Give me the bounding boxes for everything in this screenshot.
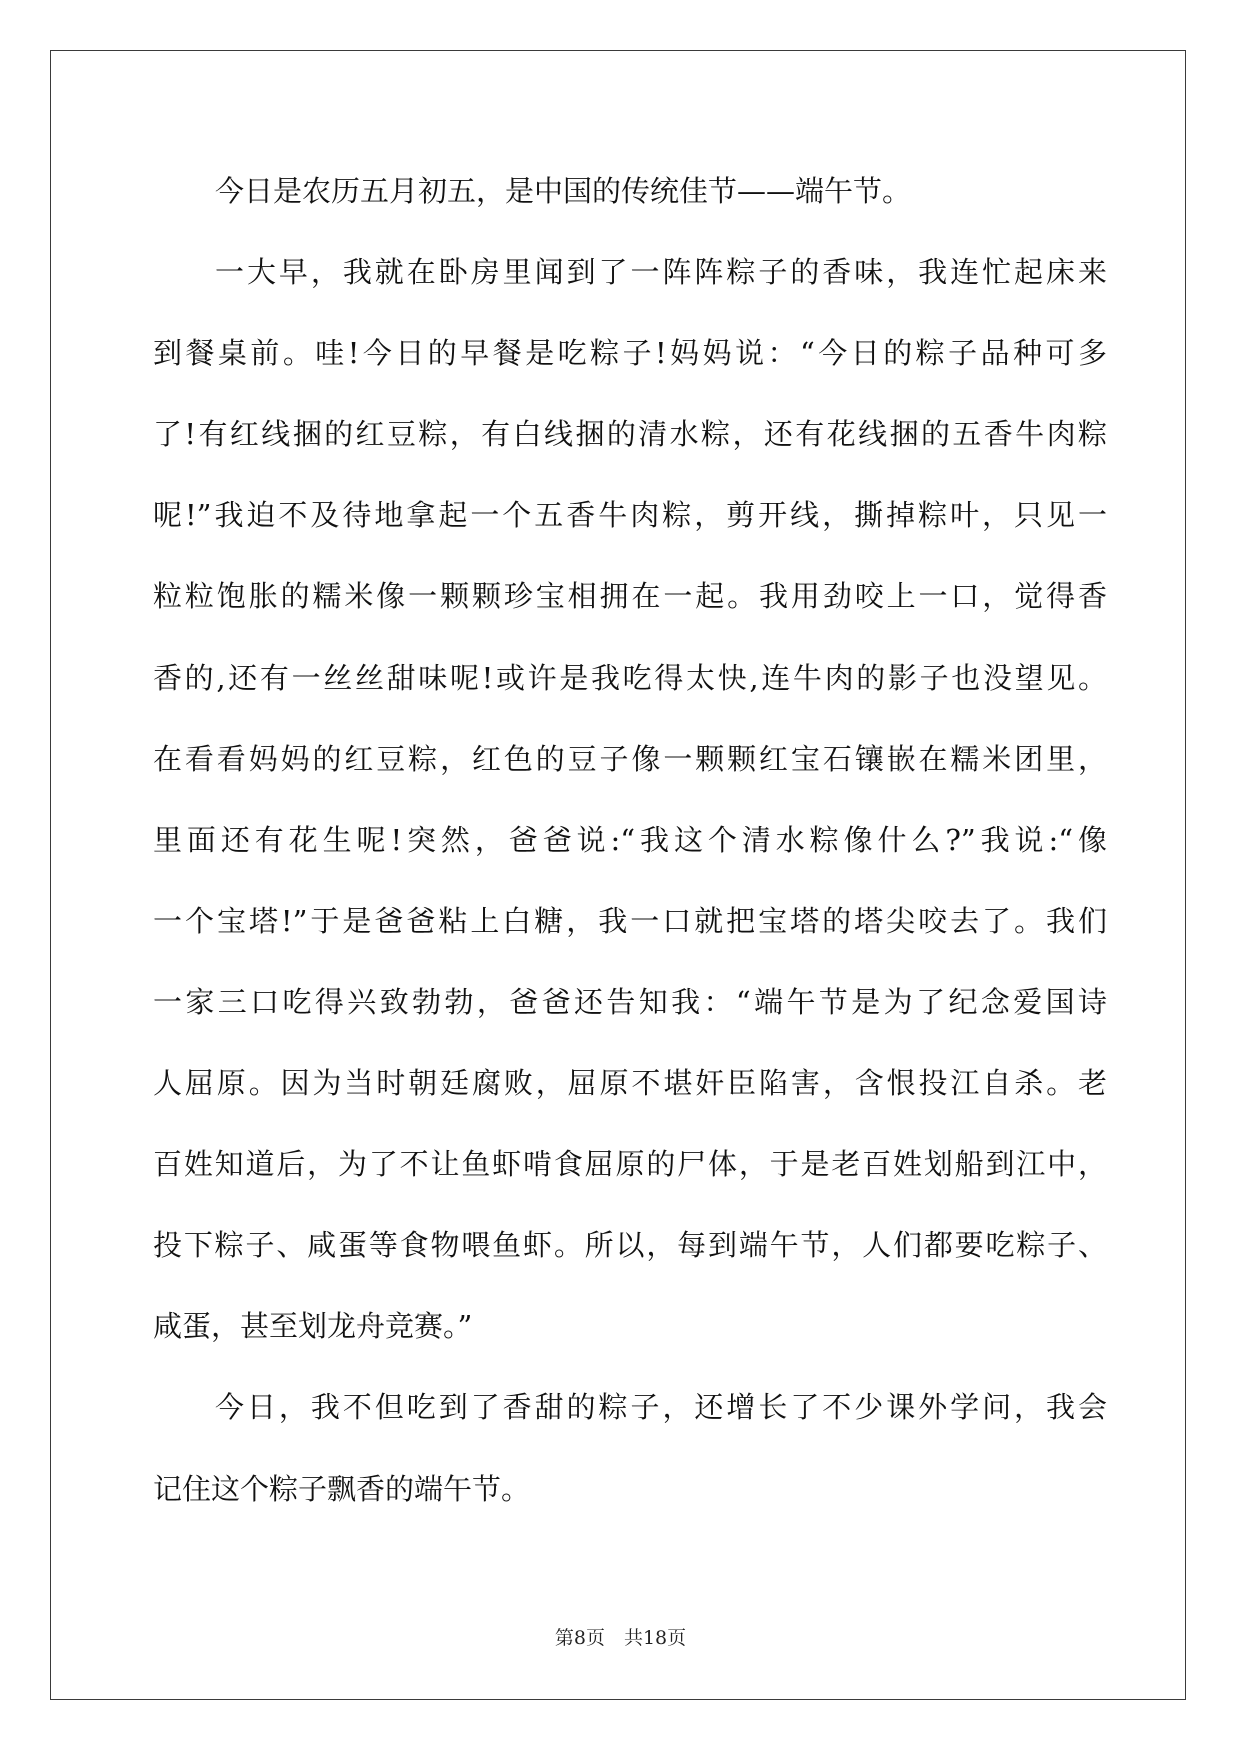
text-line: 今日是农历五月初五，是中国的传统佳节——端午节。 (215, 174, 912, 208)
text-line: 记住这个粽子飘香的端午节。 (153, 1471, 531, 1506)
text-line: 人屈原。因为当时朝廷腐败，屈原不堪奸臣陷害，含恨投江自杀。老 (153, 1066, 1107, 1101)
text-line: 今日，我不但吃到了香甜的粽子，还增长了不少课外学问，我会 (215, 1390, 1107, 1425)
paragraph (153, 232, 1107, 1367)
paragraph (153, 151, 1107, 232)
text-line: 粒粒饱胀的糯米像一颗颗珍宝相拥在一起。我用劲咬上一口，觉得香 (153, 579, 1107, 614)
page-number-footer: 第8页 共18页 (554, 1627, 687, 1649)
text-line: 投下粽子、咸蛋等食物喂鱼虾。所以，每到端午节，人们都要吃粽子、 (153, 1228, 1107, 1263)
text-line: 呢!”我迫不及待地拿起一个五香牛肉粽，剪开线，撕掉粽叶，只见一 (153, 498, 1107, 533)
text-line: 一大早，我就在卧房里闻到了一阵阵粽子的香味，我连忙起床来 (215, 255, 1107, 290)
text-line: 了!有红线捆的红豆粽，有白线捆的清水粽，还有花线捆的五香牛肉粽 (153, 417, 1107, 452)
text-line: 一个宝塔!”于是爸爸粘上白糖，我一口就把宝塔的塔尖咬去了。我们 (153, 903, 1107, 938)
text-line: 里面还有花生呢!突然，爸爸说:“我这个清水粽像什么?”我说:“像 (153, 822, 1107, 857)
text-line: 在看看妈妈的红豆粽，红色的豆子像一颗颗红宝石镶嵌在糯米团里， (153, 741, 1107, 776)
text-line: 香的,还有一丝丝甜味呢!或许是我吃得太快,连牛肉的影子也没望见。 (153, 660, 1107, 695)
text-line: 一家三口吃得兴致勃勃，爸爸还告知我：“端午节是为了纪念爱国诗 (153, 984, 1107, 1019)
paragraph (153, 1367, 1107, 1529)
text-line: 咸蛋，甚至划龙舟竞赛。” (153, 1309, 473, 1344)
document-body (153, 151, 1107, 1530)
text-line: 到餐桌前。哇!今日的早餐是吃粽子!妈妈说：“今日的粽子品种可多 (153, 336, 1107, 371)
text-line: 百姓知道后，为了不让鱼虾啃食屈原的尸体，于是老百姓划船到江中， (153, 1147, 1107, 1182)
